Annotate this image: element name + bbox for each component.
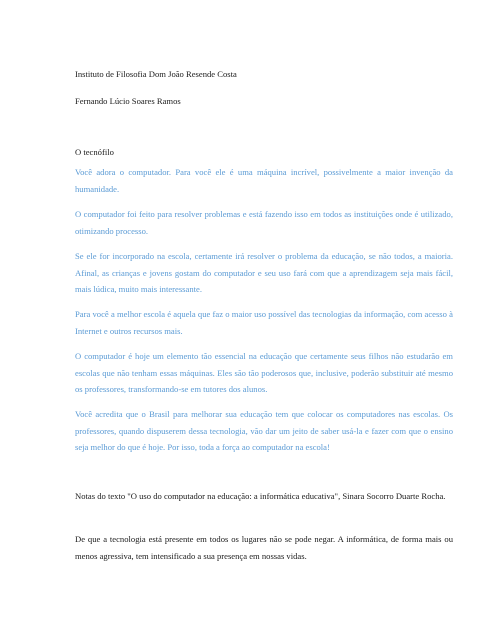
notes-heading: Notas do texto "O uso do computador na educação: a informática educativa", Sinara Socorro Duarte Rocha.	[75, 491, 446, 501]
essay-paragraph-1: Você adora o computador. Para você ele é uma máquina incrível, possivelmente a maior invenção da humanidade.	[75, 167, 453, 194]
essay-paragraph-3: Se ele for incorporado na escola, certamente irá resolver o problema da educação, se não todos, a maioria. Afinal, as crianças e jovens gostam do computador e seu uso fará com que a aprendizagem seja mais fácil, mais lúdica, muito mais interessante.	[75, 251, 453, 294]
essay-paragraph-5: O computador é hoje um elemento tão essencial na educação que certamente seus filhos não estudarão em escolas que não tenham essas máquinas. Eles são tão poderosos que, inclusive, poderão substituir até mesmo os professores, transformando-se em tutores dos alunos.	[75, 351, 453, 394]
institution-line: Instituto de Filosofia Dom João Resende Costa	[75, 69, 237, 79]
essay-paragraph-2: O computador foi feito para resolver problemas e está fazendo isso em todos as instituições onde é utilizado, otimizando processo.	[75, 209, 453, 236]
essay-title: O tecnófilo	[75, 147, 114, 157]
notes-paragraph: De que a tecnologia está presente em todos os lugares não se pode negar. A informática, de forma mais ou menos agressiva, tem intensificado a sua presença em nossas vidas.	[75, 534, 453, 561]
author-line: Fernando Lúcio Soares Ramos	[75, 96, 181, 106]
essay-paragraph-6: Você acredita que o Brasil para melhorar sua educação tem que colocar os computadores nas escolas. Os professores, quando dispuserem dessa tecnologia, vão dar um jeito de saber usá-la e fazer com que o ensino seja melhor do que é hoje. Por isso, toda a força ao computador na escola!	[75, 409, 453, 452]
essay-paragraph-4: Para você a melhor escola é aquela que faz o maior uso possível das tecnologias da informação, com acesso à Internet e outros recursos mais.	[75, 309, 453, 336]
